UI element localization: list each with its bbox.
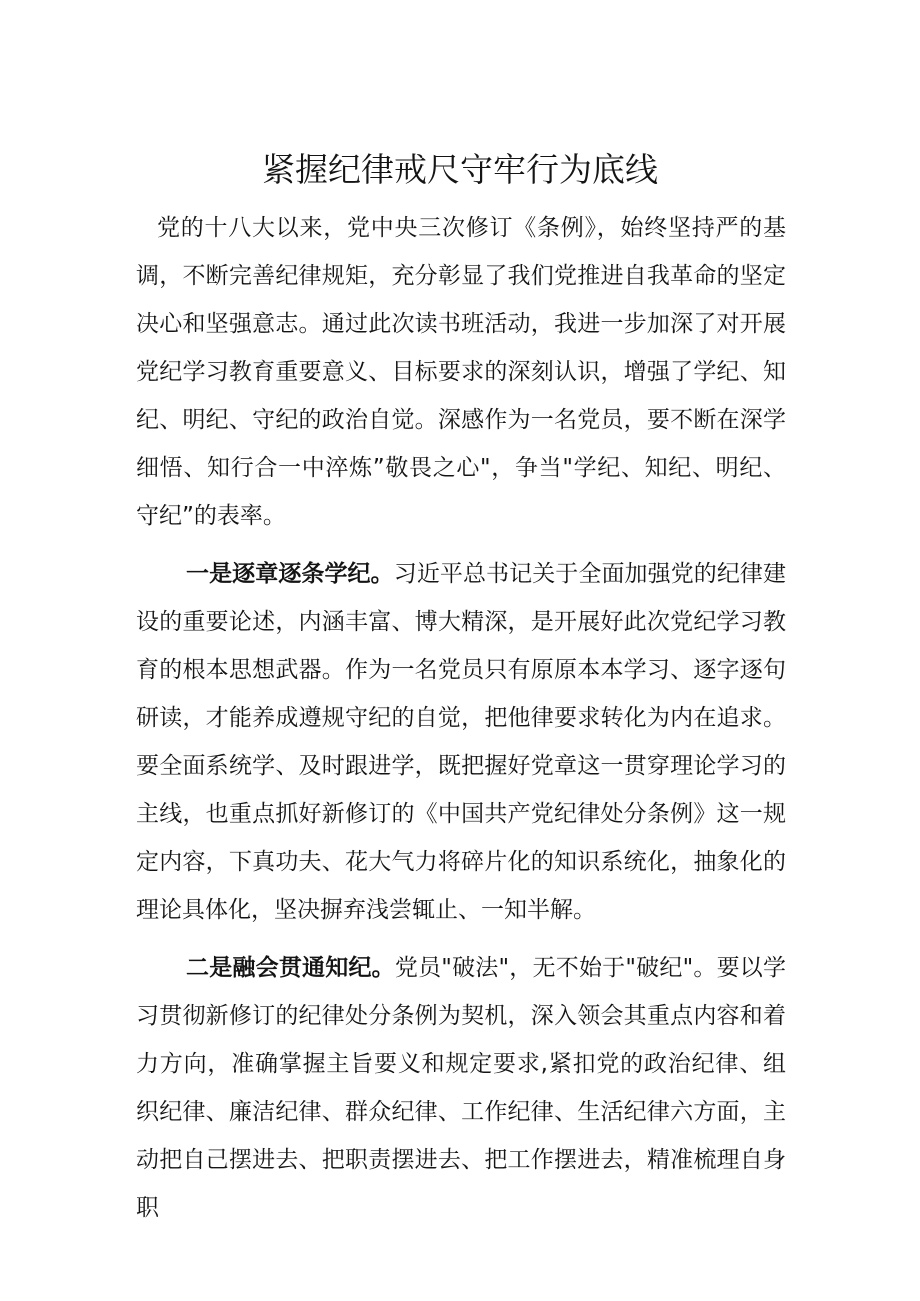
- document-body: [136, 204, 786, 1232]
- section-2-heading: 二是融会贯通知纪。: [186, 955, 395, 981]
- document-title: 紧握纪律戒尺守牢行为底线: [262, 150, 658, 189]
- section-paragraph-1: [136, 550, 786, 934]
- section-2-text: 党员"破法"，无不始于"破纪"。要以学习贯彻新修订的纪律处分条例为契机，深入领会其重点内容和着力方向，准确掌握主旨要义和规定要求,紧扣党的政治纪律、组织纪律、廉洁纪律、群众纪律、工作纪律、生活纪律六方面，主动把自己摆进去、把职责摆进去、把工作摆进去，精准梳理自身职: [136, 955, 786, 1221]
- section-1-heading: 一是逐章逐条学纪。: [186, 561, 394, 587]
- section-1-text: 习近平总书记关于全面加强党的纪律建设的重要论述，内涵丰富、博大精深，是开展好此次党纪学习教育的根本思想武器。作为一名党员只有原原本本学习、逐字逐句研读，才能养成遵规守纪的自觉，把他律要求转化为内在追求。要全面系统学、及时跟进学，既把握好党章这一贯穿理论学习的主线，也重点抓好新修订的《中国共产党纪律处分条例》这一规定内容，下真功夫、花大气力将碎片化的知识系统化，抽象化的理论具体化，坚决摒弃浅尝辄止、一知半解。: [136, 561, 787, 923]
- intro-paragraph: 党的十八大以来，党中央三次修订《条例》，始终坚持严的基调，不断完善纪律规矩，充分彰显了我们党推进自我革命的坚定决心和坚强意志。通过此次读书班活动，我进一步加深了对开展党纪学习教育重要意义、目标要求的深刻认识，增强了学纪、知纪、明纪、守纪的政治自觉。深感作为一名党员，要不断在深学细悟、知行合一中淬炼”敬畏之心"，争当"学纪、知纪、明纪、守纪”的表率。: [136, 215, 786, 529]
- section-paragraph-2: [136, 944, 786, 1232]
